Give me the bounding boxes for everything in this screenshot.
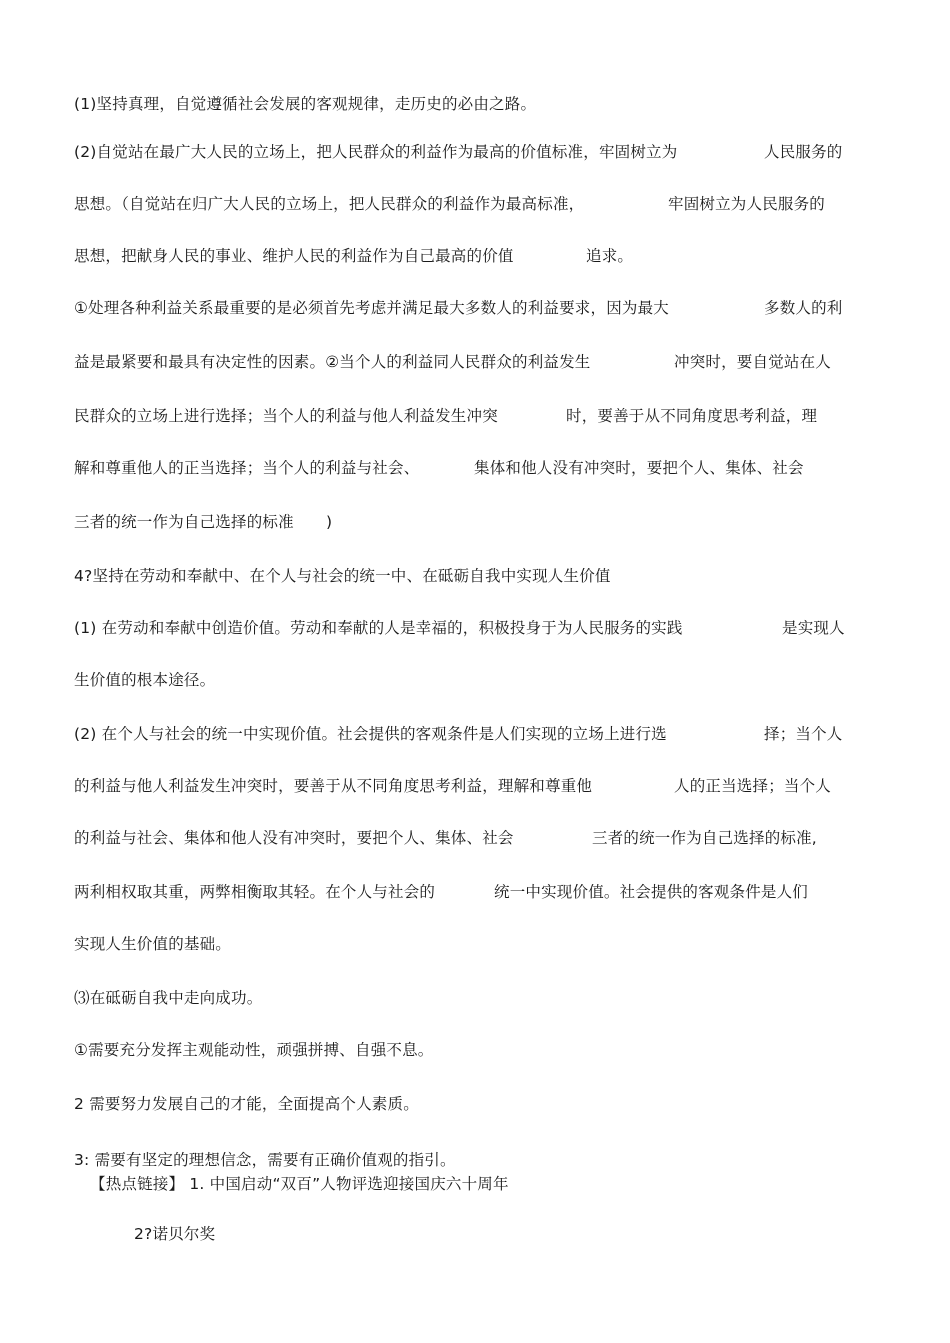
text-segment: 人民服务的 bbox=[764, 143, 843, 161]
text-segment: 思想，把献身人民的事业、维护人民的利益作为自己最高的价值 bbox=[74, 247, 514, 265]
text-segment: 人的正当选择；当个人 bbox=[674, 777, 832, 795]
section-heading: 4?坚持在劳动和奉献中、在个人与社会的统一中、在砥砺自我中实现人生价值 bbox=[74, 567, 611, 585]
text-segment: 集体和他人没有冲突时，要把个人、集体、社会 bbox=[474, 459, 804, 477]
paragraph-line: 生价值的根本途径。 bbox=[74, 671, 216, 689]
text-segment: 统一中实现价值。社会提供的客观条件是人们 bbox=[494, 883, 809, 901]
text-segment: 的利益与他人利益发生冲突时，要善于从不同角度思考利益，理解和尊重他 bbox=[74, 777, 593, 795]
text-segment: 两利相权取其重，两弊相衡取其轻。在个人与社会的 bbox=[74, 883, 436, 901]
paragraph-line: ⑶在砥砺自我中走向成功。 bbox=[74, 989, 263, 1007]
text-segment: 牢固树立为人民服务的 bbox=[668, 195, 826, 213]
text-segment: 冲突时，要自觉站在人 bbox=[674, 353, 832, 371]
paragraph-line: 3: 需要有坚定的理想信念，需要有正确价值观的指引。 bbox=[74, 1151, 456, 1169]
paragraph-line: ①需要充分发挥主观能动性，顽强拼搏、自强不息。 bbox=[74, 1041, 434, 1059]
text-segment: (2)自觉站在最广大人民的立场上，把人民群众的利益作为最高的价值标准，牢固树立为 bbox=[74, 143, 678, 161]
text-segment: 是实现人 bbox=[782, 619, 845, 637]
text-segment: (2) 在个人与社会的统一中实现价值。社会提供的客观条件是人们实现的立场上进行选 bbox=[74, 725, 667, 743]
text-segment: 追求。 bbox=[586, 247, 634, 265]
paragraph-line: (1)坚持真理，自觉遵循社会发展的客观规律，走历史的必由之路。 bbox=[74, 95, 537, 113]
text-segment: ①处理各种利益关系最重要的是必须首先考虑并满足最大多数人的利益要求，因为最大 bbox=[74, 299, 669, 317]
text-segment: 思想。（自觉站在归广大人民的立场上，把人民群众的利益作为最高标准， bbox=[74, 195, 585, 213]
text-segment: 三者的统一作为自己选择的标准, bbox=[592, 829, 817, 847]
text-segment: 益是最紧要和最具有决定性的因素。②当个人的利益同人民群众的利益发生 bbox=[74, 353, 591, 371]
paragraph-line: 实现人生价值的基础。 bbox=[74, 935, 232, 953]
text-segment: ) bbox=[326, 513, 333, 531]
text-segment: 择；当个人 bbox=[764, 725, 843, 743]
text-segment: (1) 在劳动和奉献中创造价值。劳动和奉献的人是幸福的，积极投身于为人民服务的实践 bbox=[74, 619, 683, 637]
hot-topic-link: 【热点链接】 1. 中国启动“双百”人物评选迎接国庆六十周年 bbox=[90, 1175, 509, 1193]
hot-topic-item: 2?诺贝尔奖 bbox=[134, 1225, 216, 1243]
text-segment: 多数人的利 bbox=[764, 299, 843, 317]
text-segment: 的利益与社会、集体和他人没有冲突时，要把个人、集体、社会 bbox=[74, 829, 514, 847]
text-segment: 三者的统一作为自己选择的标准 bbox=[74, 513, 294, 531]
text-segment: 时，要善于从不同角度思考利益，理 bbox=[566, 407, 818, 425]
text-segment: 民群众的立场上进行选择；当个人的利益与他人利益发生冲突 bbox=[74, 407, 498, 425]
text-segment: 解和尊重他人的正当选择；当个人的利益与社会、 bbox=[74, 459, 420, 477]
paragraph-line: 2 需要努力发展自己的才能，全面提高个人素质。 bbox=[74, 1095, 419, 1113]
